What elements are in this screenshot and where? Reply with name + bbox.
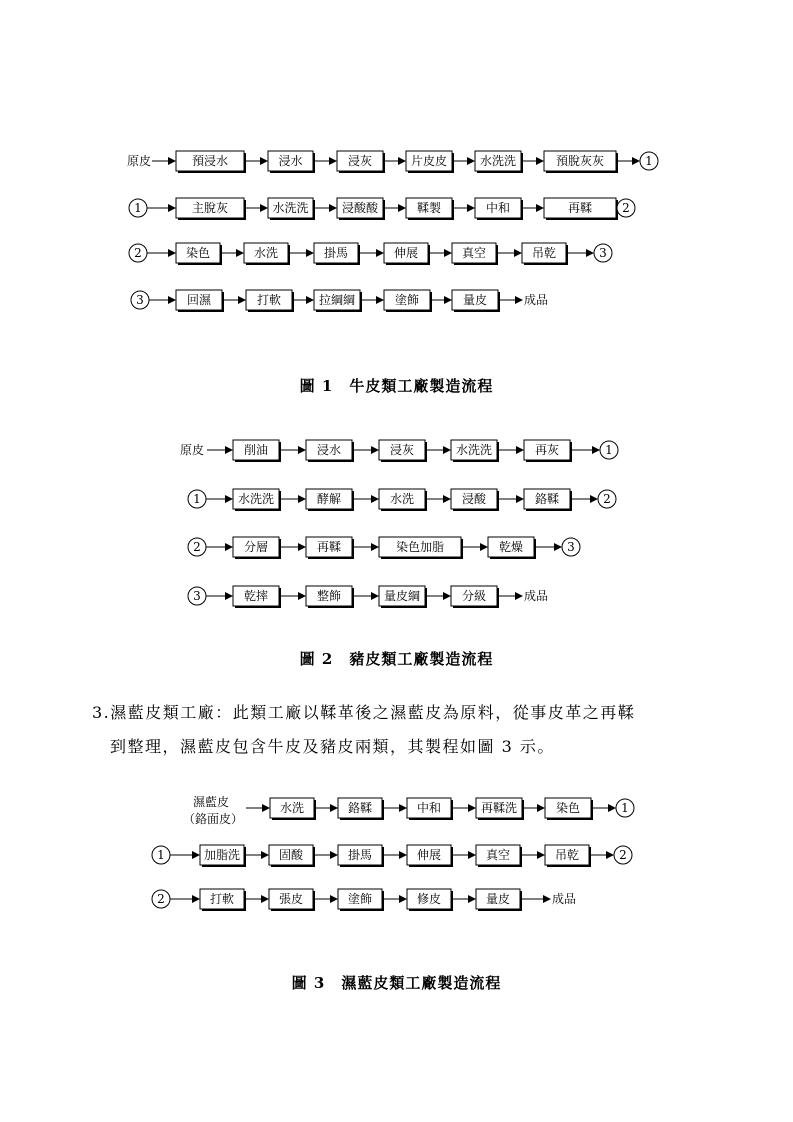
process-step-label: 分級 — [461, 589, 487, 603]
process-step-label: 固酸 — [278, 848, 304, 862]
process-step — [176, 198, 246, 220]
connector-label: 3 — [599, 246, 607, 260]
process-step-label: 打軟 — [256, 293, 282, 307]
process-step — [200, 889, 246, 911]
process-step — [545, 845, 591, 867]
process-step — [233, 489, 281, 511]
connector-circle — [617, 199, 635, 217]
body-paragraph — [92, 696, 732, 764]
process-step — [176, 243, 222, 265]
process-step — [476, 798, 524, 820]
process-step — [337, 151, 385, 173]
paragraph-line-2: 到整理，濕藍皮包含牛皮及豬皮兩類，其製程如圖 3 示。 — [110, 737, 555, 756]
process-step-label: 塗飾 — [347, 892, 373, 906]
process-step — [314, 243, 360, 265]
connector-label: 1 — [621, 801, 629, 815]
process-step — [176, 290, 224, 312]
flow-start-label: 原皮 — [127, 154, 152, 168]
connector-label: 1 — [157, 848, 165, 862]
process-step-label: 鞣製 — [416, 201, 442, 215]
process-step-label: 水洗 — [279, 801, 305, 815]
process-step — [379, 537, 463, 559]
process-step — [379, 586, 427, 608]
connector-circle — [188, 490, 206, 508]
figure-3-caption: 圖 3 濕藍皮類工廠製造流程 — [291, 974, 502, 992]
flow-end-label: 成品 — [524, 293, 549, 307]
process-step-label: 浸灰 — [389, 443, 415, 457]
connector-circle — [562, 538, 580, 556]
connector-circle — [616, 799, 634, 817]
process-step-label: 再灰 — [534, 443, 560, 457]
process-step — [306, 489, 354, 511]
process-step-label: 水洗洗 — [479, 154, 517, 168]
process-step-label: 浸灰 — [347, 154, 373, 168]
flowchart-cowhide — [0, 140, 793, 320]
process-step — [451, 586, 499, 608]
process-step — [407, 845, 453, 867]
process-step — [269, 889, 315, 911]
process-step-label: 浸酸 — [461, 492, 487, 506]
process-step — [306, 537, 354, 559]
process-step-label: 拉綱綱 — [318, 293, 356, 307]
process-step-label: 浸水 — [316, 443, 342, 457]
process-step-label: 真空 — [485, 848, 511, 862]
process-step-label: 張皮 — [278, 892, 304, 906]
connector-label: 2 — [134, 246, 142, 260]
process-step-label: 伸展 — [416, 848, 442, 862]
process-step — [244, 243, 290, 265]
process-step — [200, 845, 246, 867]
process-step — [545, 798, 593, 820]
connector-label: 2 — [157, 892, 165, 906]
connector-circle — [594, 244, 612, 262]
connector-circle — [152, 846, 170, 864]
connector-circle — [129, 199, 147, 217]
connector-label: 2 — [193, 540, 201, 554]
process-step-label: 鉻鞣 — [534, 492, 560, 506]
process-step-label: 乾摔 — [243, 589, 269, 603]
process-step-label: 水洗洗 — [272, 201, 309, 215]
process-step-label: 酵解 — [316, 492, 342, 506]
process-step-label: 乾燥 — [498, 540, 524, 554]
process-step-label: 預浸水 — [191, 154, 229, 168]
process-step-label: 量皮 — [462, 293, 488, 307]
process-step — [384, 290, 432, 312]
connector-label: 3 — [193, 589, 201, 603]
process-step-label: 水洗洗 — [237, 492, 275, 506]
process-step — [407, 798, 453, 820]
process-step — [233, 440, 281, 462]
process-step-label: 水洗 — [253, 246, 279, 260]
process-step-label: 塗飾 — [394, 293, 420, 307]
process-step-label: 再鞣洗 — [480, 801, 518, 815]
process-step — [406, 198, 454, 220]
process-step — [268, 198, 315, 220]
process-step — [524, 440, 572, 462]
process-step — [379, 489, 427, 511]
connector-label: 3 — [136, 293, 144, 307]
flow-start-sublabel: （鉻面皮） — [183, 812, 244, 826]
process-step — [476, 889, 522, 911]
figure-1-caption: 圖 1 牛皮類工廠製造流程 — [299, 377, 494, 395]
process-step — [338, 845, 384, 867]
process-step-label: 打軟 — [209, 892, 235, 906]
flow-start-label: 濕藍皮 — [193, 795, 230, 809]
connector-circle — [129, 244, 147, 262]
process-step-label: 浸水 — [278, 154, 303, 168]
process-step — [314, 290, 362, 312]
process-step — [475, 198, 523, 220]
paragraph-line-1: 3.濕藍皮類工廠：此類工廠以鞣革後之濕藍皮為原料，從事皮革之再鞣 — [92, 703, 636, 722]
process-step-label: 主脫灰 — [191, 201, 229, 215]
flow-start-label: 原皮 — [180, 443, 205, 457]
process-step-label: 鉻鞣 — [347, 801, 373, 815]
process-step-label: 片皮皮 — [410, 154, 448, 168]
connector-circle — [131, 291, 149, 309]
connector-label: 3 — [567, 540, 575, 554]
connector-circle — [188, 538, 206, 556]
process-step — [476, 845, 522, 867]
process-step — [176, 151, 246, 173]
process-step — [452, 243, 498, 265]
connector-label: 2 — [622, 201, 630, 215]
process-step-label: 掛馬 — [347, 848, 373, 862]
process-step — [522, 243, 568, 265]
connector-circle — [188, 587, 206, 605]
process-step — [338, 798, 384, 820]
connector-label: 1 — [134, 201, 142, 215]
connector-circle — [600, 441, 618, 459]
process-step-label: 水洗洗 — [455, 443, 493, 457]
process-step — [451, 440, 499, 462]
process-step — [544, 151, 618, 173]
process-step-label: 再鞣 — [567, 201, 593, 215]
process-step-label: 掛馬 — [323, 246, 349, 260]
connector-label: 2 — [603, 492, 611, 506]
process-step — [406, 151, 454, 173]
process-step — [269, 845, 315, 867]
process-step-label: 削油 — [243, 443, 269, 457]
process-step-label: 浸酸酸 — [341, 201, 379, 215]
process-step — [524, 489, 572, 511]
process-step-label: 預脫灰灰 — [555, 154, 605, 168]
process-step — [384, 243, 430, 265]
process-step-label: 水洗 — [389, 492, 415, 506]
process-step-label: 整飾 — [316, 589, 342, 603]
process-step-label: 染色 — [185, 246, 211, 260]
process-step-label: 回濕 — [186, 293, 212, 307]
flow-end-label: 成品 — [524, 589, 549, 603]
figure-2-caption: 圖 2 豬皮類工廠製造流程 — [299, 650, 494, 668]
flow-end-label: 成品 — [552, 892, 577, 906]
process-step — [338, 889, 384, 911]
process-step-label: 修皮 — [416, 892, 442, 906]
process-step — [268, 151, 315, 173]
process-step — [407, 889, 453, 911]
process-step — [544, 198, 618, 220]
process-step-label: 吊乾 — [531, 246, 557, 260]
connector-circle — [598, 490, 616, 508]
process-step — [306, 586, 354, 608]
process-step — [379, 440, 427, 462]
process-step-label: 中和 — [416, 801, 442, 815]
process-step-label: 加脂洗 — [203, 848, 241, 862]
flowchart-pigskin — [0, 430, 793, 620]
process-step — [233, 537, 281, 559]
connector-label: 1 — [645, 154, 653, 168]
process-step-label: 真空 — [461, 246, 487, 260]
process-step — [246, 290, 294, 312]
process-step — [306, 440, 354, 462]
process-step-label: 中和 — [485, 201, 511, 215]
process-step — [270, 798, 316, 820]
process-step — [452, 290, 500, 312]
process-step-label: 吊乾 — [554, 848, 580, 862]
process-step — [233, 586, 281, 608]
process-step-label: 再鞣 — [316, 540, 342, 554]
connector-circle — [152, 890, 170, 908]
connector-label: 2 — [619, 848, 627, 862]
connector-label: 1 — [605, 443, 613, 457]
process-step-label: 量皮 — [485, 892, 511, 906]
process-step — [337, 198, 385, 220]
process-step — [488, 537, 536, 559]
process-step-label: 量皮綱 — [383, 589, 421, 603]
connector-circle — [640, 152, 658, 170]
connector-label: 1 — [193, 492, 201, 506]
flowchart-wetblue — [0, 785, 793, 925]
process-step-label: 染色加脂 — [395, 540, 445, 554]
process-step — [451, 489, 499, 511]
process-step-label: 分層 — [243, 540, 269, 554]
process-step — [475, 151, 523, 173]
process-step-label: 染色 — [555, 801, 581, 815]
process-step-label: 伸展 — [393, 246, 419, 260]
connector-circle — [614, 846, 632, 864]
